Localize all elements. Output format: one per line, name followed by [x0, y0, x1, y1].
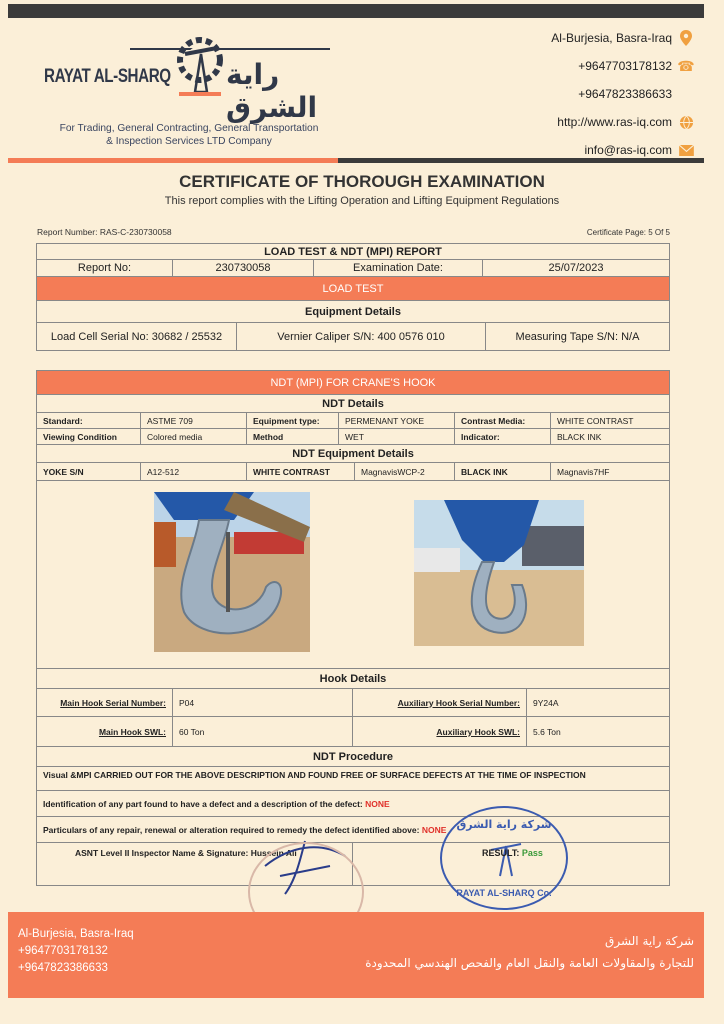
certificate-page: Certificate Page: 5 Of 5 — [586, 228, 670, 237]
yoke-value: A12-512 — [141, 463, 247, 480]
website-text[interactable]: http://www.ras-iq.com — [557, 115, 672, 129]
contrast-media-label: Contrast Media: — [455, 413, 551, 428]
defect-text: Identification of any part found to have a defect and a description of the defect: — [43, 798, 366, 809]
black-ink-label: BLACK INK — [455, 463, 551, 480]
report-number: Report Number: RAS-C-230730058 — [37, 227, 172, 237]
tagline-line-1: For Trading, General Contracting, General Transportation — [59, 123, 319, 134]
logo-text-en: RAYAT AL-SHARQ — [44, 66, 171, 87]
footer-phone-1: +9647703178132 — [18, 945, 108, 957]
black-ink-value: Magnavis7HF — [557, 466, 610, 477]
document-title: CERTIFICATE OF THOROUGH EXAMINATION — [179, 172, 545, 191]
equipment-type-label: Equipment type: — [247, 413, 339, 428]
aux-hook-serial-label-text: Auxiliary Hook Serial Number: — [397, 697, 520, 708]
hook-swl-row — [37, 717, 669, 747]
vernier-caliper-serial: Vernier Caliper S/N: 400 0576 010 — [237, 323, 486, 350]
result-value: Pass — [521, 848, 543, 858]
ndt-details-heading: NDT Details — [322, 397, 384, 410]
aux-hook-swl-label-text: Auxiliary Hook SWL: — [436, 726, 520, 737]
logo-text-ar: راية الشرق — [226, 58, 318, 124]
hook-details-heading-row — [37, 669, 669, 689]
footer-arabic-name: شركة راية الشرق — [605, 934, 694, 948]
aux-hook-swl-value: 5.6 Ton — [533, 726, 561, 737]
method-label: Method — [247, 429, 339, 444]
address-text: Al-Burjesia, Basra-Iraq — [551, 31, 672, 45]
main-hook-swl-label — [37, 717, 173, 746]
defect-value: NONE — [365, 798, 390, 809]
footer-bar — [8, 912, 704, 998]
tagline-line-2: & Inspection Services LTD Company — [106, 136, 272, 147]
company-stamp — [440, 806, 568, 910]
ndt-details-row-1 — [37, 413, 669, 429]
company-tagline — [44, 122, 334, 148]
report-heading-row — [37, 244, 669, 260]
measuring-tape-serial: Measuring Tape S/N: N/A — [515, 330, 640, 343]
ndt-equipment-row — [37, 463, 669, 481]
ndt-equipment-heading-row — [37, 445, 669, 463]
indicator-value: BLACK INK — [557, 431, 602, 442]
contact-phone-1 — [551, 52, 694, 80]
stamp-english-text: RAYAT AL-SHARQ Co. — [456, 888, 552, 898]
standard-label: Standard: — [37, 413, 141, 428]
stamp-pump-icon — [486, 838, 526, 878]
equipment-heading-row — [37, 301, 669, 323]
contrast-media-value: WHITE CONTRAST — [557, 415, 634, 426]
main-hook-serial-label-text: Main Hook Serial Number: — [60, 697, 166, 708]
repair-value: NONE — [421, 824, 447, 835]
ndt-banner-label: NDT (MPI) FOR CRANE'S HOOK — [270, 376, 436, 389]
phone-2-text: +9647823386633 — [578, 87, 672, 101]
oil-pump-logo-icon — [165, 32, 235, 112]
main-hook-photo — [154, 492, 310, 652]
standard-value: ASTME 709 — [141, 413, 247, 428]
main-hook-swl-value: 60 Ton — [173, 717, 353, 746]
company-logo — [40, 28, 340, 128]
document-subtitle: This report complies with the Lifting Operation and Lifting Equipment Regulations — [164, 195, 560, 207]
main-hook-swl-label-text: Main Hook SWL: — [98, 726, 166, 737]
aux-hook-swl-label — [353, 717, 527, 746]
top-bar — [8, 4, 704, 18]
footer-arabic — [365, 930, 694, 974]
ndt-details-row-2 — [37, 429, 669, 445]
ndt-procedure-heading-row — [37, 747, 669, 767]
ndt-procedure-heading: NDT Procedure — [312, 750, 394, 763]
viewing-condition-label: Viewing Condition — [37, 429, 141, 444]
load-cell-serial: Load Cell Serial No: 30682 / 25532 — [37, 323, 237, 350]
viewing-condition-value: Colored media — [141, 429, 247, 444]
header-divider-dark — [338, 158, 704, 163]
report-info-row — [37, 260, 669, 277]
white-contrast-value: MagnavisWCP-2 — [355, 463, 455, 480]
result-label: RESULT: — [482, 848, 522, 858]
email-text[interactable]: info@ras-iq.com — [584, 143, 672, 157]
aux-hook-serial-label — [353, 689, 527, 716]
stamp-result — [482, 848, 543, 858]
procedure-row — [37, 767, 669, 791]
exam-date-label: Examination Date: — [314, 260, 483, 276]
aux-hook-serial-value: 9Y24A — [533, 697, 559, 708]
defect-row — [37, 791, 669, 817]
repair-text: Particulars of any repair, renewal or alteration required to remedy the defect identified above: — [43, 824, 422, 835]
contact-phone-2 — [551, 80, 694, 108]
main-hook-serial-label — [37, 689, 173, 716]
hook-serial-row — [37, 689, 669, 717]
contact-list — [551, 24, 694, 164]
ndt-details-heading-row — [37, 395, 669, 413]
phone-spacer — [678, 86, 694, 102]
load-test-label: LOAD TEST — [322, 282, 384, 295]
globe-icon — [678, 114, 694, 130]
location-pin-icon — [678, 30, 694, 46]
report-no-value: 230730058 — [173, 260, 314, 276]
footer-arabic-desc: للتجارة والمقاولات العامة والنقل العام والفحص الهندسي المحدودة — [365, 956, 694, 970]
header-divider-orange — [8, 158, 338, 163]
contact-address — [551, 24, 694, 52]
phone-icon: ☎ — [677, 57, 695, 74]
exam-date-value: 25/07/2023 — [548, 262, 604, 274]
load-test-banner — [37, 277, 669, 301]
report-no-label: Report No: — [37, 260, 173, 276]
footer-address: Al-Burjesia, Basra-Iraq — [18, 928, 134, 940]
procedure-text: Visual &MPI CARRIED OUT FOR THE ABOVE DESCRIPTION AND FOUND FREE OF SURFACE DEFECTS AT THE TIME OF INSPECTION — [43, 770, 586, 780]
indicator-label: Indicator: — [455, 429, 551, 444]
equipment-type-value: PERMENANT YOKE — [339, 413, 455, 428]
mail-icon — [678, 142, 694, 158]
stamp-arabic-text: شركة راية الشرق — [456, 818, 552, 831]
ndt-banner — [37, 371, 669, 395]
report-heading: LOAD TEST & NDT (MPI) REPORT — [264, 245, 442, 258]
equipment-heading: Equipment Details — [305, 305, 401, 318]
ndt-equipment-heading: NDT Equipment Details — [292, 447, 414, 460]
footer-contact — [18, 926, 134, 977]
white-contrast-label: WHITE CONTRAST — [247, 463, 355, 480]
load-test-section — [36, 243, 670, 351]
contact-website — [551, 108, 694, 136]
equipment-row — [37, 323, 669, 350]
method-value: WET — [339, 429, 455, 444]
main-hook-serial-value: P04 — [173, 689, 353, 716]
auxiliary-hook-photo — [414, 500, 584, 646]
phone-1-text: +9647703178132 — [578, 59, 672, 73]
footer-phone-2: +9647823386633 — [18, 962, 108, 974]
yoke-label: YOKE S/N — [37, 463, 141, 480]
hook-details-heading: Hook Details — [319, 672, 387, 685]
inspector-name-signature: ASNT Level II Inspector Name & Signature: Hussein Ali — [37, 843, 353, 885]
